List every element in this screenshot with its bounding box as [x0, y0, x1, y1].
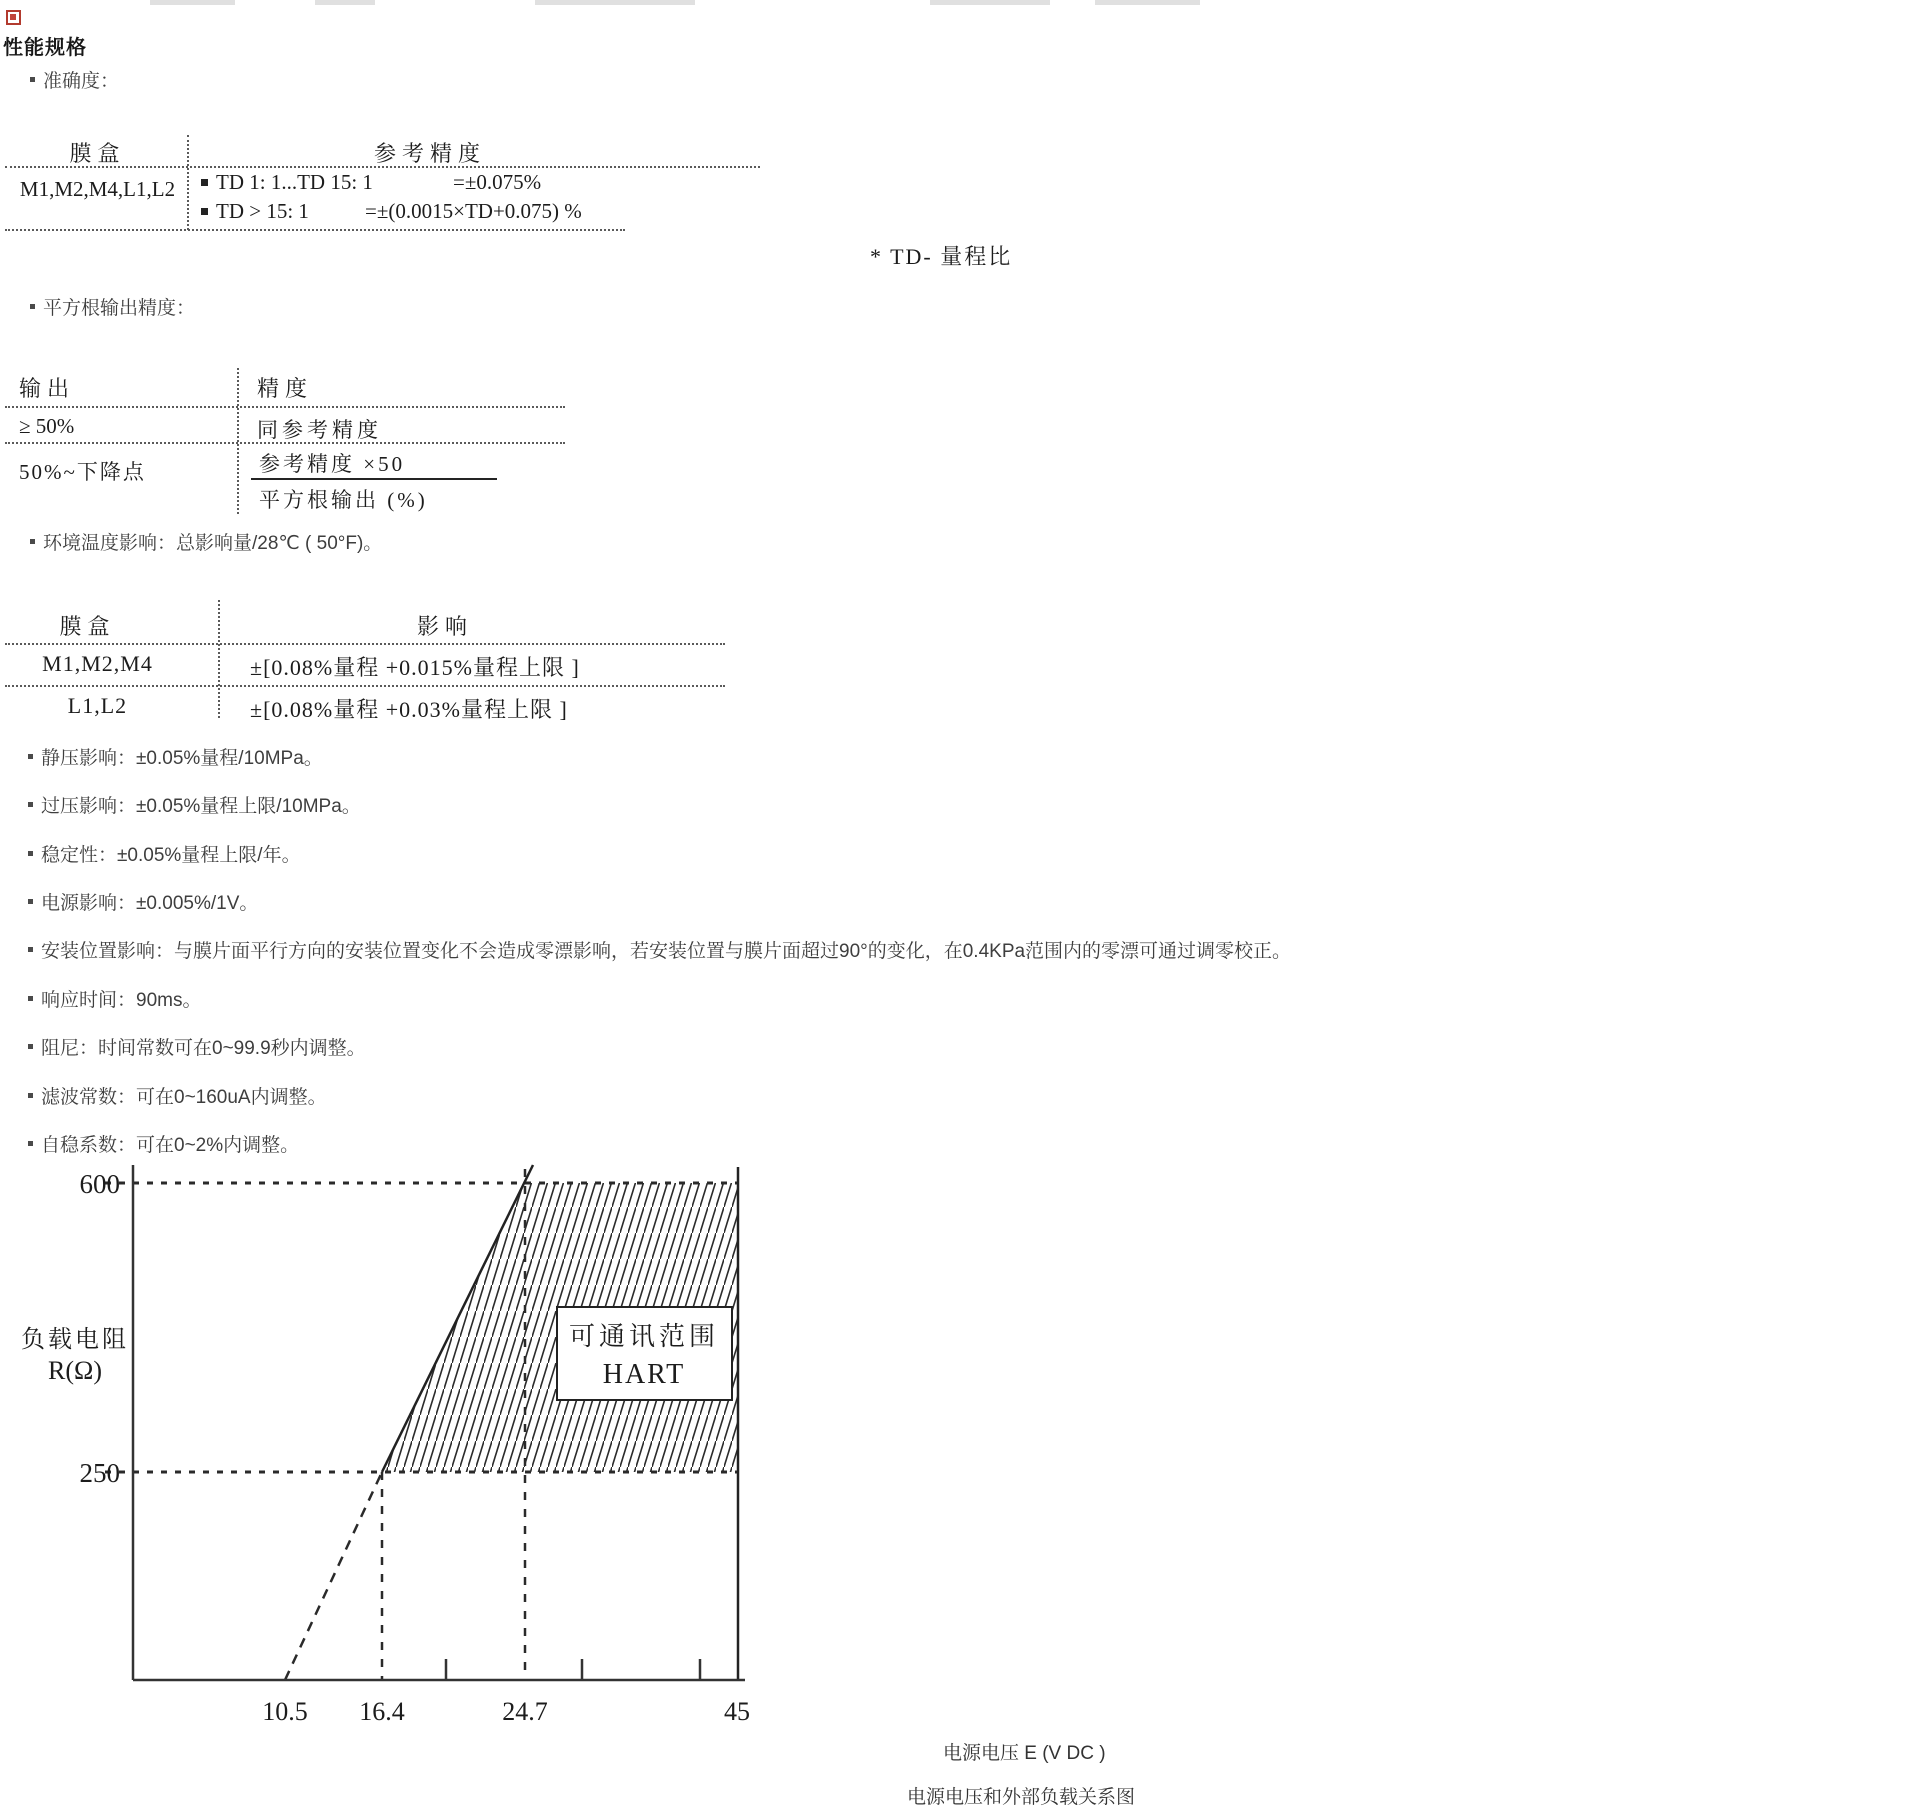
page-top-artifact [930, 0, 1050, 5]
page-top-artifact [1095, 0, 1200, 5]
sqrt-accuracy-table [5, 368, 565, 518]
y-tick-250: 250 [79, 1458, 120, 1488]
page-title: 性能规格 [3, 37, 87, 59]
output-row2-cell: 50%~下降点 [19, 460, 146, 484]
table-rule [5, 406, 565, 408]
spec-bullet-damping: 阻尼：时间常数可在0~99.9秒内调整。 [28, 1033, 366, 1060]
hart-region-label-line1: 可通讯范围 [568, 1322, 720, 1351]
hart-region-label-line2: HART [602, 1359, 686, 1390]
x-tick-24-7: 24.7 [502, 1697, 548, 1726]
broken-image-icon [6, 10, 21, 25]
output-row1-cell: ≥ 50% [19, 414, 75, 438]
spec-bullet-self-stabilize: 自稳系数：可在0~2%内调整。 [28, 1130, 299, 1157]
table-rule [5, 166, 760, 168]
page-top-artifact [150, 0, 235, 5]
capsule-cell: M1,M2,M4,L1,L2 [19, 177, 176, 201]
spec-bullet-static-pressure: 静压影响：±0.05%量程/10MPa。 [28, 743, 323, 770]
turndown-note: * TD- 量程比 [870, 244, 1013, 269]
load-line-dashed-segment [285, 1472, 382, 1680]
temp-effect-table [5, 598, 725, 722]
page-top-artifact [315, 0, 375, 5]
accuracy-line2-value: =±(0.0015×TD+0.075) % [365, 199, 582, 223]
capsule-row1-cell: M1,M2,M4 [42, 651, 153, 676]
table-divider [218, 600, 220, 718]
spec-bullet-stability: 稳定性：±0.05%量程上限/年。 [28, 840, 301, 867]
table-divider [237, 368, 239, 514]
fraction-numerator: 参考精度 ×50 [259, 452, 406, 476]
x-tick-16-4: 16.4 [359, 1697, 405, 1726]
spec-bullet-filter-constant: 滤波常数：可在0~160uA内调整。 [28, 1082, 327, 1109]
spec-bullet-overpressure: 过压影响：±0.05%量程上限/10MPa。 [28, 791, 361, 818]
accuracy-line1-expr: TD 1: 1...TD 15: 1 [201, 170, 373, 195]
y-tick-600: 600 [79, 1169, 120, 1199]
spec-bullet-power-effect: 电源影响：±0.005%/1V。 [28, 888, 258, 915]
page-top-artifact [535, 0, 695, 5]
spec-bullet-mounting: 安装位置影响：与膜片面平行方向的安装位置变化不会造成零漂影响，若安装位置与膜片面超过90°的变化，在0.4KPa范围内的零漂可通过调零校正。 [28, 936, 1291, 963]
capsule-accuracy-table [5, 133, 760, 233]
y-axis-title-line2: R(Ω) [48, 1356, 102, 1385]
x-tick-10-5: 10.5 [262, 1697, 308, 1726]
y-axis-title-line1: 负载电阻 [21, 1327, 129, 1353]
fraction-denominator: 平方根输出 (%) [259, 488, 428, 512]
x-tick-45: 45 [724, 1697, 750, 1726]
effect-row1-cell: ±[0.08%量程 +0.015%量程上限 ] [250, 655, 580, 680]
capsule-row2-cell: L1,L2 [67, 693, 128, 718]
accuracy-row1-cell: 同参考精度 [257, 418, 382, 442]
table-rule [5, 442, 565, 444]
sqrt-accuracy-bullet: 平方根输出精度： [30, 293, 195, 320]
chart-caption: 电源电压和外部负载关系图 [907, 1787, 1136, 1808]
table-rule [5, 685, 725, 687]
effect-row2-cell: ±[0.08%量程 +0.03%量程上限 ] [250, 697, 568, 722]
spec-bullet-response-time: 响应时间：90ms。 [28, 985, 201, 1012]
chart-x-axis-label: 电源电压 E (V DC ) [943, 1743, 1106, 1764]
fraction-bar [251, 478, 497, 480]
accuracy-bullet: 准确度： [30, 66, 119, 93]
column-header-capsule: 膜盒 [69, 141, 126, 166]
column-header-ref-accuracy: 参考精度 [373, 141, 486, 166]
load-voltage-chart [20, 1155, 780, 1735]
column-header-effect: 影响 [416, 614, 473, 639]
accuracy-line2-expr: TD > 15: 1 [201, 199, 309, 224]
column-header-output: 输出 [19, 376, 76, 401]
table-rule [5, 643, 725, 645]
ambient-temp-bullet: 环境温度影响：总影响量/28℃ ( 50°F)。 [30, 528, 382, 555]
table-rule [5, 229, 625, 231]
column-header-accuracy: 精度 [257, 376, 314, 401]
column-header-capsule: 膜盒 [59, 614, 116, 639]
accuracy-line1-value: =±0.075% [453, 170, 542, 194]
